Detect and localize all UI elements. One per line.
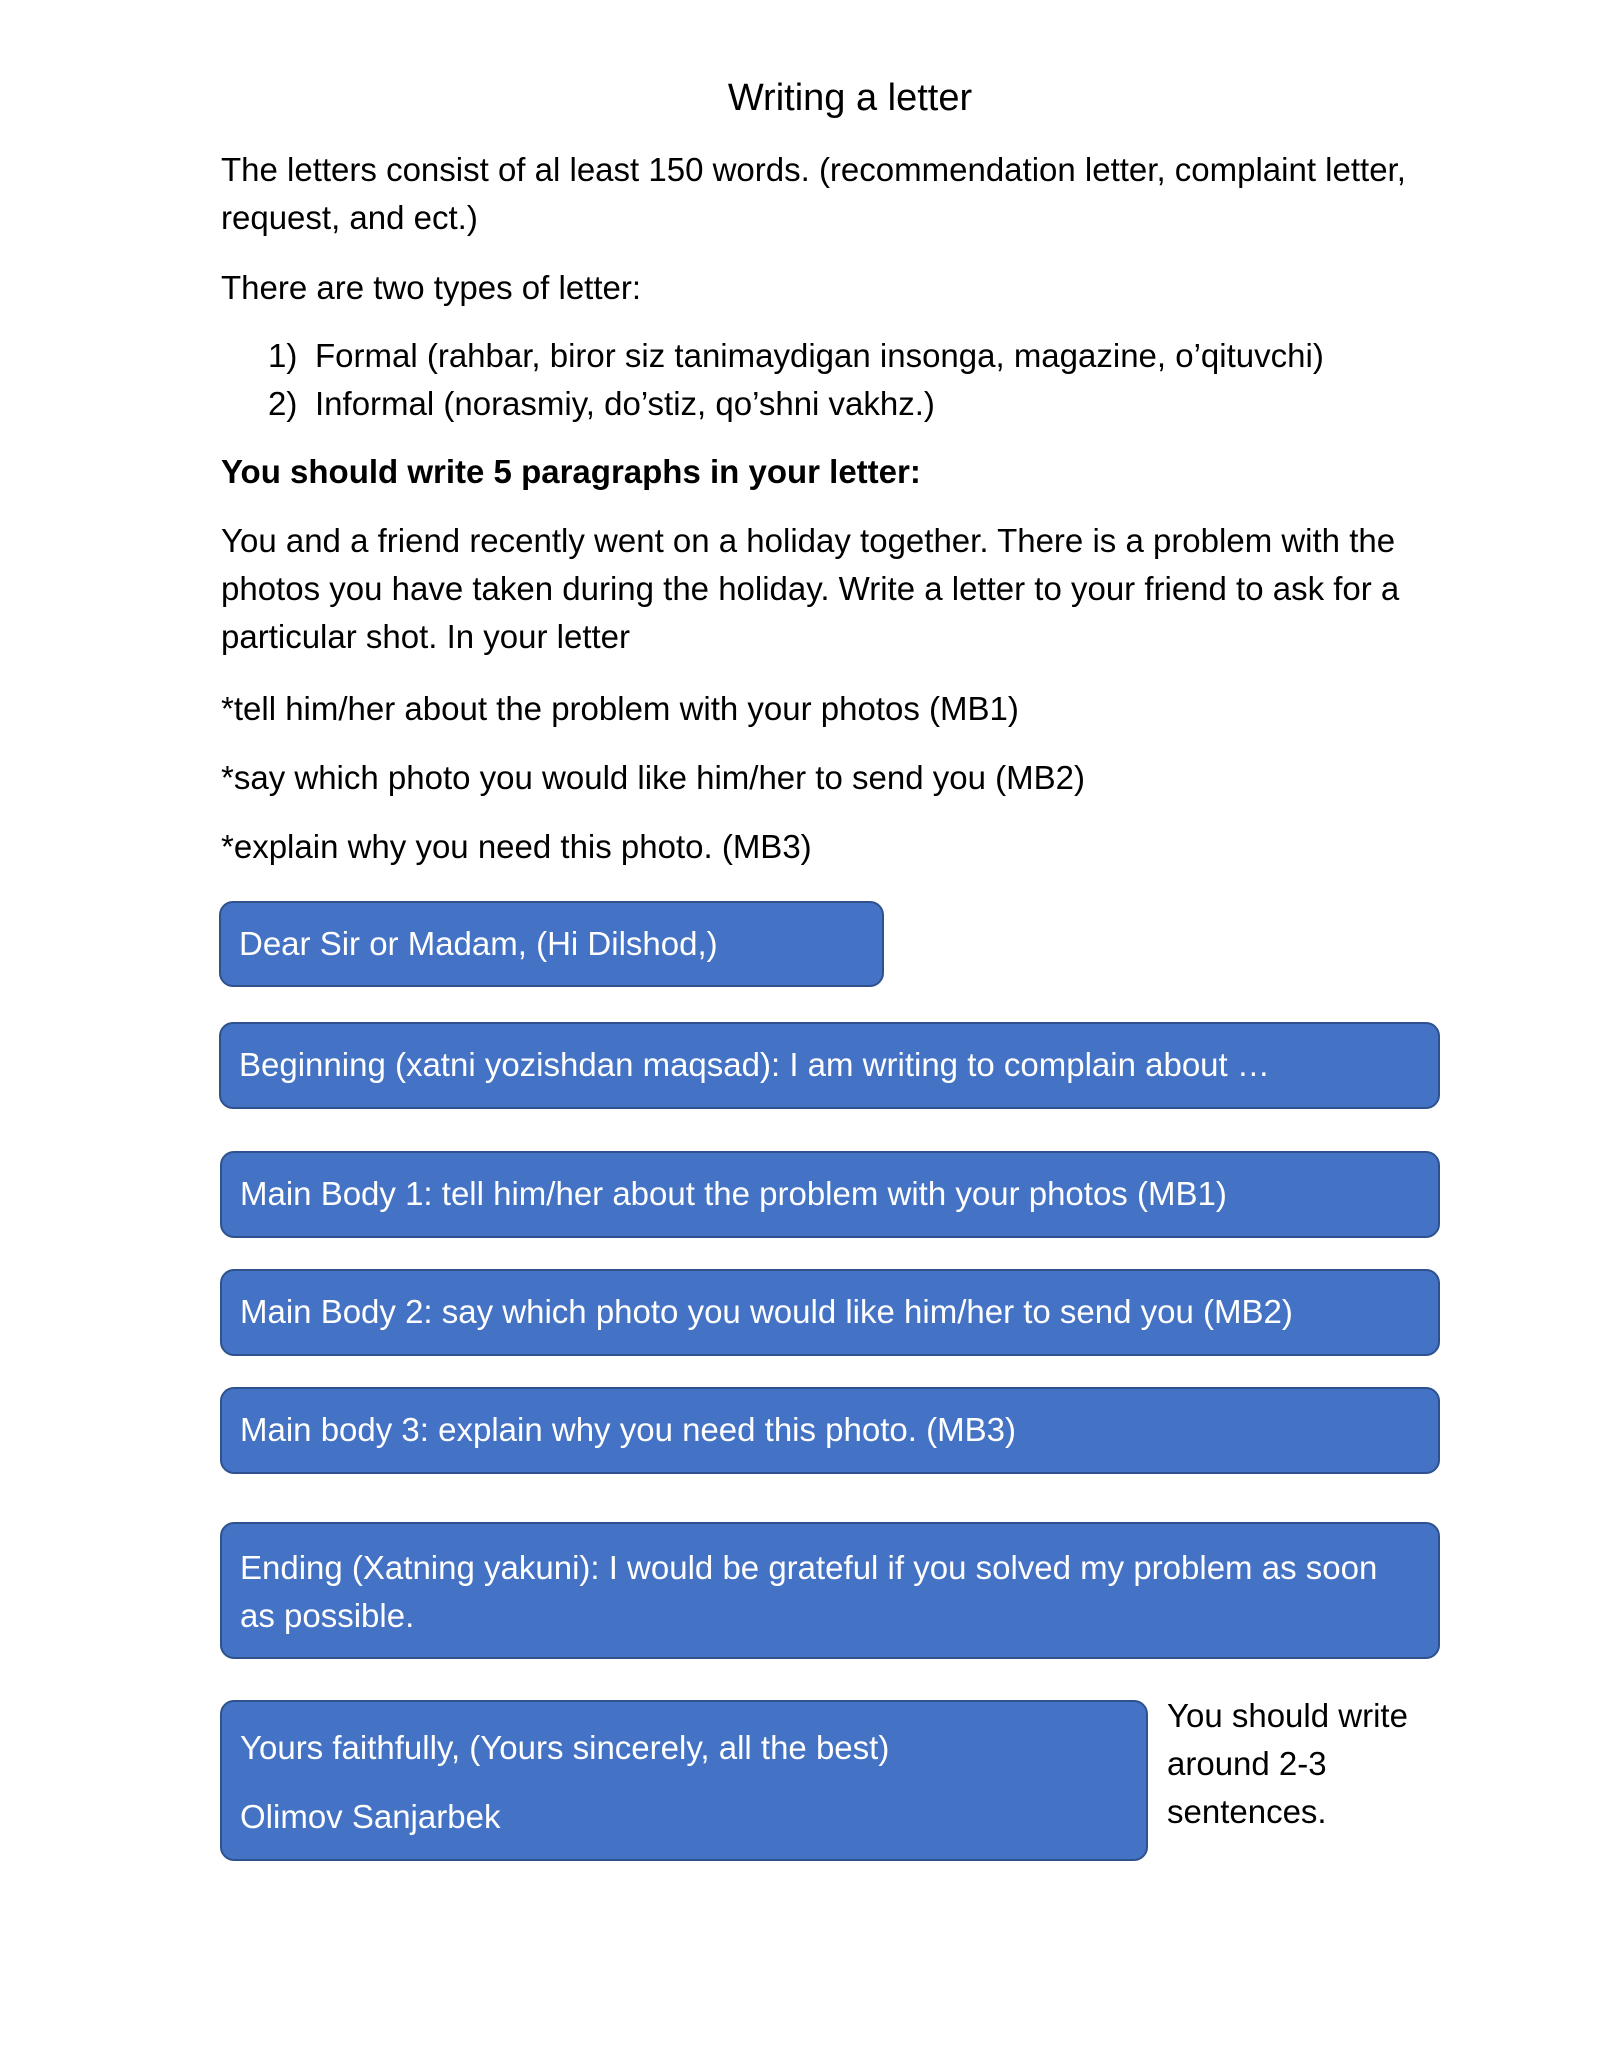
task-line-3: particular shot. In your letter (221, 618, 631, 655)
main-body-1-text: Main Body 1: tell him/her about the problem with your photos (MB1) (240, 1175, 1227, 1212)
greeting-text: Dear Sir or Madam, (Hi Dilshod,) (239, 925, 718, 962)
main-body-1-box (220, 1151, 1440, 1238)
types-heading: There are two types of letter: (221, 269, 642, 306)
main-body-2-box (220, 1269, 1440, 1356)
main-body-3-text: Main body 3: explain why you need this photo. (MB3) (240, 1411, 1016, 1448)
beginning-box (219, 1022, 1440, 1109)
greeting-box (219, 901, 884, 987)
closing-box (220, 1700, 1148, 1861)
side-note-line-3: sentences. (1167, 1793, 1327, 1830)
main-body-3-box (220, 1387, 1440, 1474)
list-text: Informal (norasmiy, do’stiz, qo’shni vakhz.) (315, 385, 935, 422)
list-number: 2) (268, 385, 298, 422)
list-item-formal (268, 332, 1324, 380)
ending-box (220, 1522, 1440, 1659)
side-note-line-2: around 2-3 (1167, 1745, 1327, 1782)
bullet-mb2: *say which photo you would like him/her to send you (MB2) (221, 759, 1085, 796)
list-text: Formal (rahbar, biror siz tanimaydigan insonga, magazine, o’qituvchi) (315, 337, 1324, 374)
closing-text: Yours faithfully, (Yours sincerely, all the best) (240, 1729, 890, 1766)
task-line-2: photos you have taken during the holiday. Write a letter to your friend to ask for a (221, 570, 1400, 607)
main-body-2-text: Main Body 2: say which photo you would like him/her to send you (MB2) (240, 1293, 1293, 1330)
bullet-mb1: *tell him/her about the problem with your photos (MB1) (221, 690, 1019, 727)
ending-text-line-1: Ending (Xatning yakuni): I would be grateful if you solved my problem as soon (240, 1549, 1378, 1586)
list-number: 1) (268, 337, 298, 374)
intro-line-2: request, and ect.) (221, 199, 478, 236)
task-line-1: You and a friend recently went on a holiday together. There is a problem with the (221, 522, 1396, 559)
signature-text: Olimov Sanjarbek (240, 1798, 501, 1835)
side-note-line-1: You should write (1167, 1697, 1408, 1734)
intro-line-1: The letters consist of al least 150 words. (recommendation letter, complaint letter, (221, 151, 1406, 188)
list-item-informal (268, 380, 935, 428)
paragraphs-heading: You should write 5 paragraphs in your letter: (221, 453, 921, 490)
side-note (1167, 1692, 1427, 1836)
page-title: Writing a letter (727, 77, 973, 119)
task-paragraph (221, 517, 1466, 661)
intro-paragraph (221, 146, 1466, 242)
ending-text-line-2: as possible. (240, 1597, 415, 1634)
beginning-text: Beginning (xatni yozishdan maqsad): I am writing to complain about … (239, 1046, 1270, 1083)
bullet-mb3: *explain why you need this photo. (MB3) (221, 828, 812, 865)
